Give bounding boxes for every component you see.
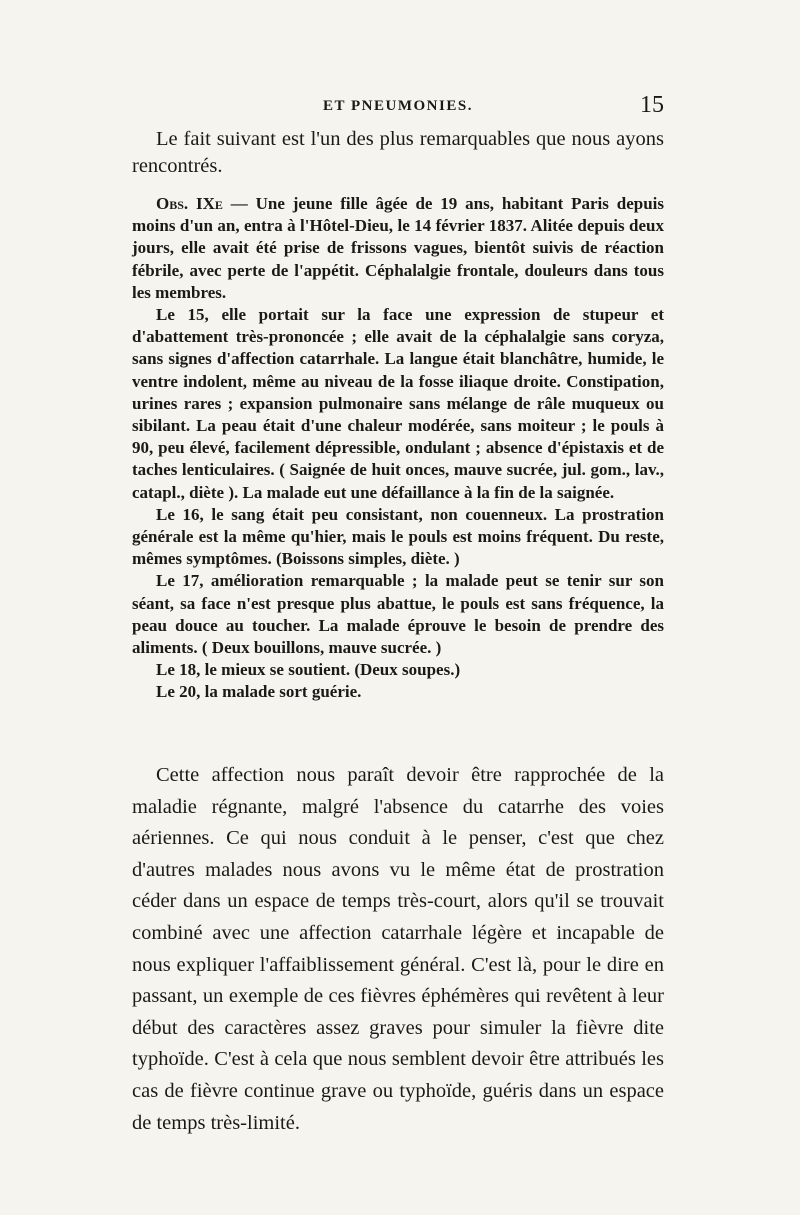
observation-paragraph-1	[132, 193, 664, 304]
observation-paragraph-4: Le 17, amélioration remarquable ; la malade peut se tenir sur son séant, sa face n'est presque plus abattue, le pouls est sans fréquence, la peau douce au toucher. La malade éprouve le besoin de prendre des aliments. ( Deux bouillons, mauve sucrée. )	[132, 571, 664, 658]
closing-paragraph-block	[132, 760, 664, 1139]
page-header	[132, 92, 664, 122]
observation-text-1: — Une jeune fille âgée de 19 ans, habitant Paris depuis moins d'un an, entra à l'Hôtel-Dieu, le 14 février 1837. Alitée depuis deux jours, elle avait été prise de frissons vagues, bientôt suivis de réaction fébrile, avec perte de l'appétit. Céphalalgie frontale, douleurs dans tous les membres.	[132, 194, 664, 302]
running-title: ET PNEUMONIES.	[323, 98, 473, 114]
intro-paragraph-block	[132, 126, 664, 180]
observation-paragraph-2: Le 15, elle portait sur la face une expression de stupeur et d'abattement très-prononcée ; elle avait de la céphalalgie sans coryza, sans signes d'affection catarrhale. La langue était blanchâtre, humide, le ventre indolent, même au niveau de la fosse iliaque droite. Constipation, urines rares ; expansion pulmonaire sans mélange de râle muqueux ou sibilant. La peau était d'une chaleur modérée, sans moiteur ; le pouls à 90, peu élevé, facilement dépressible, ondulant ; absence d'épistaxis et de taches lenticulaires. ( Saignée de huit onces, mauve sucrée, jul. gom., lav., catapl., diète ). La malade eut une défaillance à la fin de la saignée.	[132, 305, 664, 502]
observation-paragraph-5: Le 18, le mieux se soutient. (Deux soupes.)	[156, 660, 461, 680]
observation-block	[132, 193, 664, 704]
closing-paragraph: Cette affection nous paraît devoir être rapprochée de la maladie régnante, malgré l'absence du catarrhe des voies aériennes. Ce qui nous conduit à le penser, c'est que chez d'autres malades nous avons vu le même état de prostration céder dans un espace de temps très-court, alors qu'il se trouvait combiné avec une affection catarrhale légère et incapable de nous expliquer l'affaiblissement général. C'est là, pour le dire en passant, un exemple de ces fièvres éphémères qui revêtent à leur début des caractères assez graves pour simuler la fièvre dite typhoïde. C'est à cela que nous semblent devoir être attribués les cas de fièvre continue grave ou typhoïde, guéris dans un espace de temps très-limité.	[132, 764, 664, 1134]
page-number: 15	[640, 92, 664, 118]
observation-label: Obs. IXe	[156, 194, 223, 213]
intro-paragraph: Le fait suivant est l'un des plus remarquables que nous ayons rencontrés.	[132, 128, 664, 177]
observation-paragraph-6: Le 20, la malade sort guérie.	[156, 682, 362, 702]
observation-paragraph-3: Le 16, le sang était peu consistant, non couenneux. La prostration générale est la même qu'hier, mais le pouls est moins fréquent. Du reste, mêmes symptômes. (Boissons simples, diète. )	[132, 504, 664, 569]
